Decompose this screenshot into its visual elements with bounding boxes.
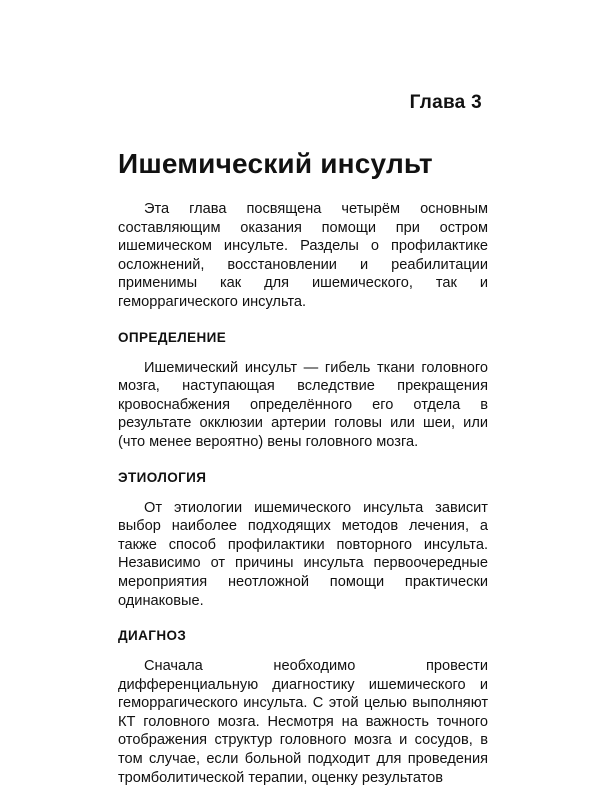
chapter-body xyxy=(118,200,488,787)
chapter-title: Ишемический инсульт xyxy=(118,148,433,179)
section-heading-etiology: ЭТИОЛОГИЯ xyxy=(118,469,207,485)
intro-paragraph: Эта глава посвящена четырём основным составляющим оказания помощи при остром ишемическом инсульте. Разделы о профилактике осложнений, восстановлении и реабилитации применимы как для ишемического, так и геморрагического инсульта. xyxy=(118,201,488,310)
diagnosis-paragraph: Сначала необходимо провести дифференциальную диагностику ишемического и геморрагического инсульта. С этой целью выполняют КТ головного мозга. Несмотря на важность точного отображения структур головного мозга и сосудов, в том случае, если больной подходит для проведения тромболитической терапии, оценку результатов xyxy=(118,658,488,786)
section-heading-definition: ОПРЕДЕЛЕНИЕ xyxy=(118,329,227,345)
etiology-paragraph: От этиологии ишемического инсульта зависит выбор наиболее подходящих методов лечения, а также способ профилактики повторного инсульта. Независимо от причины инсульта первоочередные мероприятия неотложной помощи практически одинаковые. xyxy=(118,499,488,609)
chapter-number: Глава 3 xyxy=(409,92,482,113)
definition-paragraph: Ишемический инсульт — гибель ткани головного мозга, наступающая вследствие прекращения кровоснабжения определённого его отдела в результате окклюзии артерии головы или шеи, или (что менее вероятно) вены головного мозга. xyxy=(118,359,488,450)
section-heading-diagnosis: ДИАГНОЗ xyxy=(118,628,187,644)
